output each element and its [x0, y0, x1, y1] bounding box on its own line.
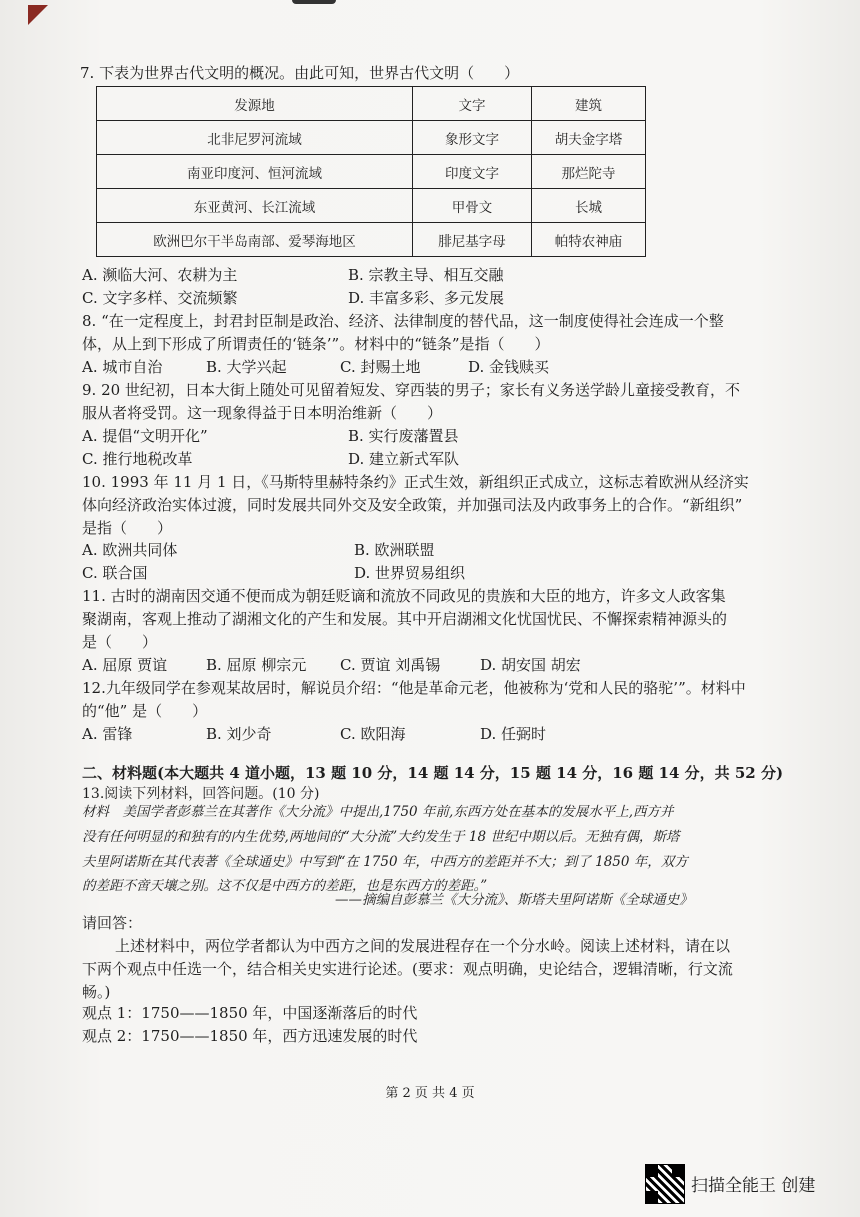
table-row [97, 155, 646, 189]
q8-option-d: D. 金钱赎买 [468, 358, 550, 376]
table-cell: 胡夫金字塔 [532, 121, 646, 155]
material-source: ——摘编自彭慕兰《大分流》、斯塔夫里阿诺斯《全球通史》 [335, 892, 693, 908]
q7-option-d: D. 丰富多彩、多元发展 [348, 289, 505, 307]
table-cell: 东亚黄河、长江流域 [97, 189, 413, 223]
q7-stem: 7. 下表为世界古代文明的概况。由此可知，世界古代文明（ ） [80, 64, 520, 82]
q9-option-a: A. 提倡“文明开化” [82, 427, 208, 445]
table-cell: 象形文字 [413, 121, 532, 155]
q8-option-a: A. 城市自治 [82, 358, 163, 376]
q10-line2: 体向经济政治实体过渡，同时发展共同外交及安全政策，并加强司法及内政事务上的合作。“新组织” [82, 496, 743, 514]
q7-option-b: B. 宗教主导、相互交融 [348, 266, 504, 284]
q10-line3: 是指（ ） [82, 519, 173, 537]
corner-mark [28, 5, 48, 25]
q12-option-c: C. 欧阳海 [340, 725, 406, 743]
q11-line1: 11. 古时的湖南因交通不便而成为朝廷贬谪和流放不同政见的贵族和大臣的地方，许多文人政客集 [82, 587, 726, 605]
instruction-line2: 下两个观点中任选一个，结合相关史实进行论述。(要求：观点明确，史论结合，逻辑清晰，行文流 [82, 960, 733, 978]
material-line4: 的差距不啻天壤之别。这不仅是中西方的差距，也是东西方的差距。” [82, 878, 488, 894]
q7-option-a: A. 濒临大河、农耕为主 [82, 266, 238, 284]
q11-line3: 是（ ） [82, 633, 158, 651]
table-header: 文字 [413, 87, 532, 121]
instruction-line3: 畅。) [82, 983, 111, 1001]
q10-option-b: B. 欧洲联盟 [354, 541, 435, 559]
table-row [97, 189, 646, 223]
scanner-watermark: 扫描全能王 创建 [691, 1176, 816, 1196]
q9-line1: 9. 20 世纪初，日本大街上随处可见留着短发、穿西装的男子；家长有义务送学龄儿童接受教育，不 [82, 381, 740, 399]
q11-option-a: A. 屈原 贾谊 [82, 656, 168, 674]
q8-line1: 8. “在一定程度上，封君封臣制是政治、经济、法律制度的替代品，这一制度使得社会连成一个整 [82, 312, 724, 330]
civilization-table [96, 86, 646, 257]
instruction-line1: 上述材料中，两位学者都认为中西方之间的发展进程存在一个分水岭。阅读上述材料，请在以 [115, 937, 731, 955]
table-header-row [97, 87, 646, 121]
q10-option-d: D. 世界贸易组织 [354, 564, 466, 582]
table-cell: 帕特农神庙 [532, 223, 646, 257]
q12-option-b: B. 刘少奇 [206, 725, 272, 743]
q10-option-a: A. 欧洲共同体 [82, 541, 178, 559]
q13-title: 13.阅读下列材料，回答问题。(10 分) [82, 786, 320, 802]
q9-line2: 服从者将受罚。这一现象得益于日本明治维新（ ） [82, 404, 443, 422]
q11-option-d: D. 胡安国 胡宏 [480, 656, 581, 674]
answer-prompt: 请回答： [82, 914, 143, 932]
qr-code-icon [645, 1164, 685, 1204]
q11-line2: 聚湖南，客观上推动了湖湘文化的产生和发展。其中开启湖湘文化忧国忧民、不懈探索精神源头的 [82, 610, 728, 628]
table-cell: 北非尼罗河流域 [97, 121, 413, 155]
table-cell: 欧洲巴尔干半岛南部、爱琴海地区 [97, 223, 413, 257]
table-header: 建筑 [532, 87, 646, 121]
table-cell: 那烂陀寺 [532, 155, 646, 189]
q12-line1: 12.九年级同学在参观某故居时，解说员介绍：“他是革命元老，他被称为‘党和人民的骆驼’”。材料中 [82, 679, 746, 697]
material-line1: 材料 美国学者彭慕兰在其著作《大分流》中提出,1750 年前,东西方处在基本的发展水平上,西方并 [82, 804, 674, 820]
q9-option-c: C. 推行地税改革 [82, 450, 193, 468]
table-cell: 南亚印度河、恒河流域 [97, 155, 413, 189]
viewpoint-2: 观点 2：1750——1850 年，西方迅速发展的时代 [82, 1027, 418, 1045]
table-cell: 印度文字 [413, 155, 532, 189]
q7-option-c: C. 文字多样、交流频繁 [82, 289, 238, 307]
q10-option-c: C. 联合国 [82, 564, 148, 582]
viewpoint-1: 观点 1：1750——1850 年，中国逐渐落后的时代 [82, 1004, 418, 1022]
table-row [97, 121, 646, 155]
q9-option-d: D. 建立新式军队 [348, 450, 460, 468]
scan-artifact [292, 0, 336, 4]
q11-option-b: B. 屈原 柳宗元 [206, 656, 307, 674]
q9-option-b: B. 实行废藩置县 [348, 427, 459, 445]
table-header: 发源地 [97, 87, 413, 121]
table-cell: 腓尼基字母 [413, 223, 532, 257]
q12-line2: 的“他” 是（ ） [82, 702, 208, 720]
table-cell: 甲骨文 [413, 189, 532, 223]
q8-option-c: C. 封赐土地 [340, 358, 421, 376]
table-cell: 长城 [532, 189, 646, 223]
section2-title: 二、材料题(本大题共 4 道小题，13 题 10 分，14 题 14 分，15 题 14 分，16 题 14 分，共 52 分) [82, 764, 784, 782]
q12-option-d: D. 任弼时 [480, 725, 547, 743]
table-row [97, 223, 646, 257]
q8-line2: 体，从上到下形成了所谓责任的‘链条’”。材料中的“链条”是指（ ） [82, 335, 550, 353]
q11-option-c: C. 贾谊 刘禹锡 [340, 656, 441, 674]
material-line2: 没有任何明显的和独有的内生优势,两地间的“大分流”大约发生于 18 世纪中期以后。无独有偶，斯塔 [82, 829, 680, 845]
q10-line1: 10. 1993 年 11 月 1 日，《马斯特里赫特条约》正式生效，新组织正式成立，这标志着欧洲从经济实 [82, 473, 749, 491]
material-line3: 夫里阿诺斯在其代表著《全球通史》中写到“在 1750 年，中西方的差距并不大；到了 1850 年，双方 [82, 854, 688, 870]
page-number: 第 2 页 共 4 页 [385, 1086, 475, 1101]
q12-option-a: A. 雷锋 [82, 725, 133, 743]
q8-option-b: B. 大学兴起 [206, 358, 287, 376]
